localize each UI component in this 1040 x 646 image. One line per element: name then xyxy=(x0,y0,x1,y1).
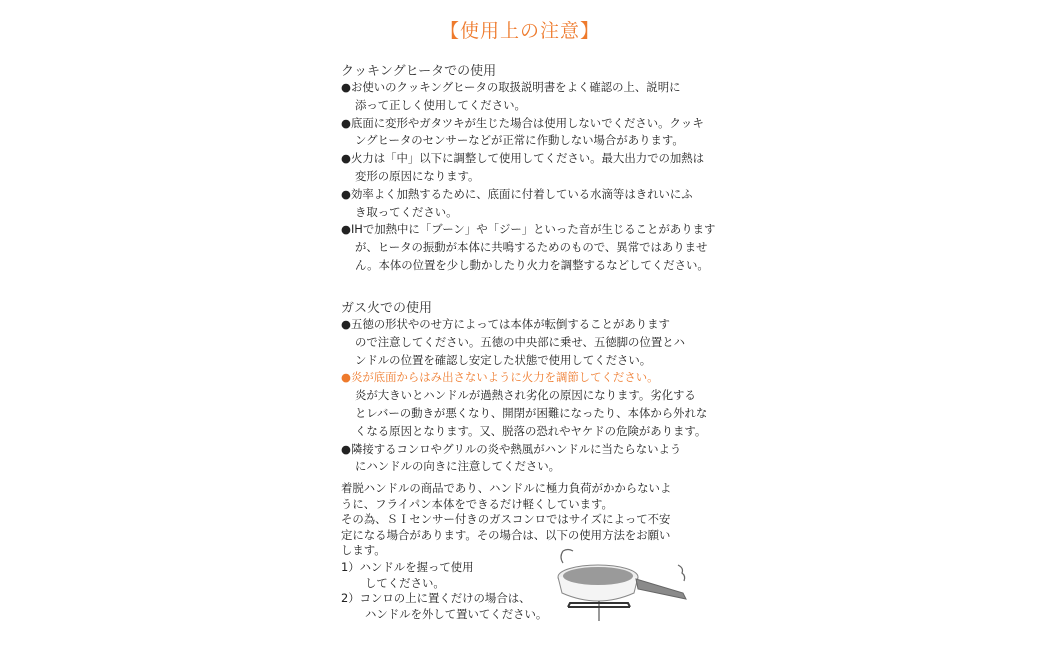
caution-line: ●お使いのクッキングヒータの取扱説明書をよく確認の上、説明に xyxy=(341,80,681,94)
caution-line: ンドルの位置を確認し安定した状態で使用してください。 xyxy=(355,352,652,367)
section-heading-cooking-heater: クッキングヒータでの使用 xyxy=(341,64,497,79)
page-title: 【使用上の注意】 xyxy=(439,20,600,42)
note-line: 定になる場合があります。その場合は、以下の使用方法をお願い xyxy=(341,527,671,542)
caution-line: くなる原因となります。又、脱落の恐れやヤケドの危険があります。 xyxy=(355,423,707,438)
caution-line: 変形の原因になります。 xyxy=(355,168,480,183)
caution-line: ●効率よく加熱するために、底面に付着している水滴等はきれいにふ xyxy=(341,186,693,201)
cooking-heater-cautions xyxy=(341,79,716,275)
note-line: 着脱ハンドルの商品であり、ハンドルに極力負荷がかからないよ xyxy=(341,481,672,495)
usage-method-item: してください。 xyxy=(365,575,445,590)
caution-line: ●五徳の形状やのせ方によっては本体が転倒することがあります xyxy=(341,317,670,331)
caution-line: 添って正しく使用してください。 xyxy=(355,97,526,112)
usage-method-item: 1）ハンドルを握って使用 xyxy=(341,560,474,574)
caution-line: き取ってください。 xyxy=(355,204,458,219)
note-line: うに、フライパン本体をできるだけ軽くしています。 xyxy=(341,496,613,511)
usage-method-item: ハンドルを外して置いてください。 xyxy=(365,606,548,621)
section-heading-gas: ガス火での使用 xyxy=(341,301,433,316)
caution-line: ん。本体の位置を少し動かしたり火力を調整するなどしてください。 xyxy=(355,257,709,272)
caution-line: ので注意してください。五徳の中央部に乗せ、五徳脚の位置とハ xyxy=(355,334,685,349)
caution-line: にハンドルの向きに注意してください。 xyxy=(355,459,561,474)
gas-cautions xyxy=(341,316,711,476)
note-line: します。 xyxy=(341,543,386,558)
frying-pan-illustration xyxy=(548,545,708,625)
caution-line: 炎が大きいとハンドルが過熱され劣化の原因になります。劣化する xyxy=(355,388,696,403)
caution-line: ●火力は「中」以下に調整して使用してください。最大出力での加熱は xyxy=(341,151,705,166)
caution-line: ●底面に変形やガタツキが生じた場合は使用しないでください。クッキ xyxy=(341,115,704,130)
caution-line: ●IHで加熱中に「ブーン」や「ジー」といった音が生じることがあります xyxy=(341,222,716,237)
caution-line: が、ヒータの振動が本体に共鳴するためのもので、異常ではありませ xyxy=(355,240,708,255)
caution-line: ●炎が底面からはみ出さないように火力を調節してください。 xyxy=(341,370,659,385)
caution-line: ングヒータのセンサーなどが正常に作動しない場合があります。 xyxy=(355,133,684,148)
caution-line: ●隣接するコンロやグリルの炎や熱風がハンドルに当たらないよう xyxy=(341,441,682,456)
caution-line: とレバーの動きが悪くなり、開閉が困難になったり、本体から外れな xyxy=(355,405,708,420)
usage-method-item: 2）コンロの上に置くだけの場合は、 xyxy=(341,591,531,605)
note-line: その為、ＳＩセンサー付きのガスコンロではサイズによって不安 xyxy=(341,512,671,527)
